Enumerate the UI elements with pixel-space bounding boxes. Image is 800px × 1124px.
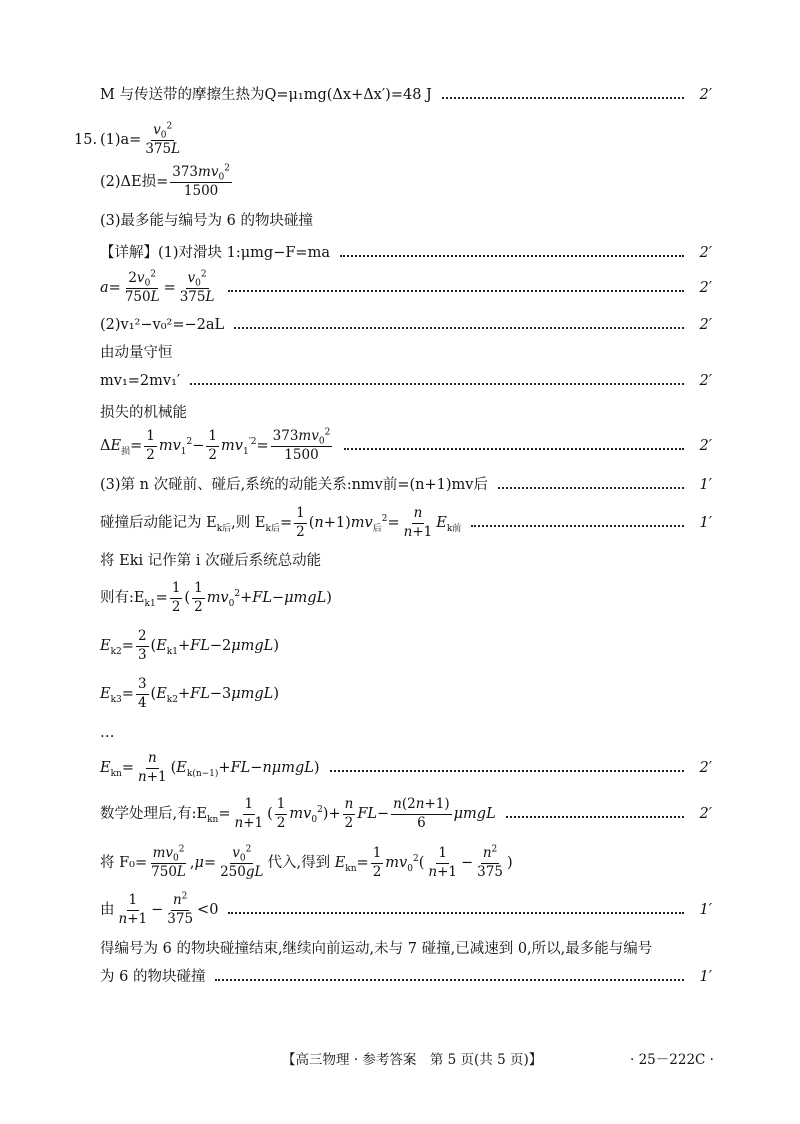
footer-title: 【高三物理 · 参考答案 第 5 页(共 5 页)】: [282, 1052, 543, 1068]
momentum-title: 由动量守恒: [100, 344, 173, 361]
momentum-line: mv₁=2mv₁′ 2′: [100, 372, 712, 389]
leader-dots: [215, 979, 684, 981]
leader-dots: [344, 448, 684, 450]
fraction: $\frac{v_0^2}{375L}$: [145, 121, 181, 157]
q15-answer-3: (3)最多能与编号为 6 的物块碰撞: [100, 212, 313, 229]
q15-answer-1: 15. (1)a= $\frac{v_0^2}{375L}$: [74, 121, 181, 157]
loss-title: 损失的机械能: [100, 404, 187, 421]
acceleration-line: a= $\frac{2v_0^2}{750L}$ = $\frac{v_0^2}{375L}$ 2′: [100, 269, 712, 305]
detail-line: 【详解】(1)对滑块 1:μmg−F=ma 2′: [100, 244, 712, 261]
leader-dots: [498, 487, 684, 489]
q15-answer-2: (2)ΔE损= $\frac{373mv_0^2}{1500}$: [100, 163, 230, 199]
ekn-line: $E_{kn}=$ $\frac{n}{n+1}$ $(E_{k(n-1)}+FL-n\mu mgL)$ 2′: [100, 749, 712, 785]
part2-line: (2)v₁²−v₀²=−2aL 2′: [100, 316, 712, 333]
math-processing-line: 数学处理后,有$:E_{kn}=$ $\frac{1}{n+1}$ ( $\frac{1}{2}$ $mv_0^2)+$ $\frac{n}{2}$ FL− $\frac{n(2n+1)}{6}$ μmgL 2′: [100, 795, 712, 831]
part3-line: (3)第 n 次碰前、碰后,系统的动能关系:nmv前=(n+1)mv后 1′: [100, 476, 712, 493]
leader-dots: [471, 525, 684, 527]
ek1-line: 则有$:E_{k1}=$ $\frac{1}{2}$ ( $\frac{1}{2}$ $mv_0^2+FL-\mu mgL$): [100, 579, 332, 615]
leader-dots: [228, 912, 684, 914]
leader-dots: [330, 770, 684, 772]
leader-dots: [190, 383, 684, 385]
footer-code: · 25－222C ·: [630, 1052, 714, 1068]
score: 2′: [699, 86, 712, 103]
leader-dots: [442, 97, 684, 99]
leader-dots: [228, 290, 684, 292]
page-footer: [0, 1046, 800, 1070]
condition-line: 由 $\frac{1}{n+1}$ − $\frac{n^2}{375}$ <0 1′: [100, 891, 712, 927]
eki-definition: 将 Eki 记作第 i 次碰后系统总动能: [100, 552, 322, 569]
substitution-line: 将 F₀= $\frac{mv_0^2}{750L}$ ,μ= $\frac{v_0^2}{250gL}$ 代入,得到 $E_{kn}=$ $\frac{1}{2}$ $mv_0^2$( $\frac{1}{n+1}$ − $\frac{n^2}{375}$ ): [100, 844, 513, 880]
fraction: $\frac{373mv_0^2}{1500}$: [172, 163, 230, 199]
leader-dots: [340, 255, 684, 257]
ek-after-line: 碰撞后动能记为 $E_{k后}$,则 $E_{k后}=$ $\frac{1}{2}$ $(n+1)mv_后^2=$ $\frac{n}{n+1}$ $E_{k前}$ 1′: [100, 504, 712, 540]
leader-dots: [234, 327, 684, 329]
leader-dots: [506, 816, 684, 818]
question-number: 15.: [74, 131, 98, 148]
conclusion-line-1: 得编号为 6 的物块碰撞结束,继续向前运动,未与 7 碰撞,已减速到 0,所以,最多能与编号: [100, 940, 653, 957]
energy-loss-line: $\Delta E_损=$ $\frac{1}{2}$ $mv_1^2-$ $\frac{1}{2}$ $mv_1^{'2}=$ $\frac{373mv_0^2}{1500}$ 2′: [100, 427, 712, 463]
ek2-line: $E_{k2}=$ $\frac{2}{3}$ $(E_{k1}+FL-2\mu mgL)$: [100, 627, 279, 663]
ellipsis-line: …: [100, 724, 115, 741]
ek3-line: $E_{k3}=$ $\frac{3}{4}$ $(E_{k2}+FL-3\mu mgL)$: [100, 675, 279, 711]
friction-heat-line: M 与传送带的摩擦生热为Q=μ₁mg(Δx+Δx′)=48 J 2′: [100, 86, 712, 103]
conclusion-line-2: 为 6 的物块碰撞 1′: [100, 968, 712, 985]
